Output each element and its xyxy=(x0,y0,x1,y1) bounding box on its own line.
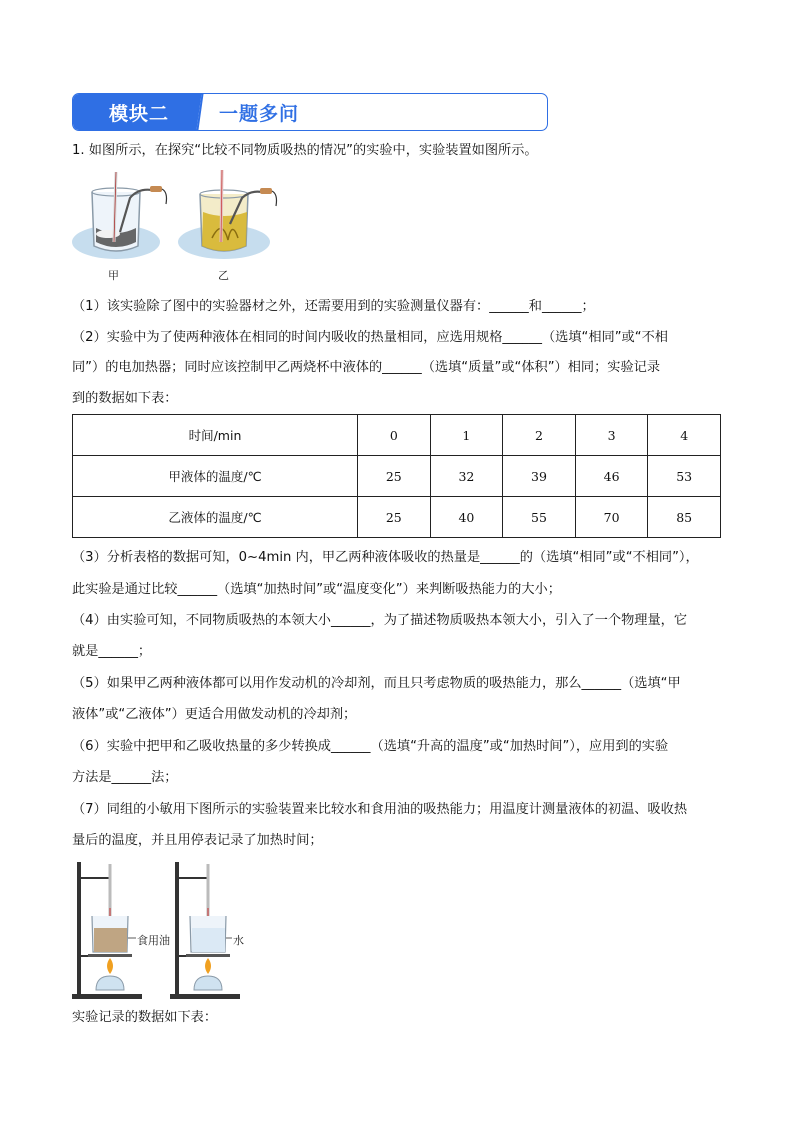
stand-base-right xyxy=(170,994,240,999)
beaker-heater-figure xyxy=(72,168,292,264)
table-cell: 53 xyxy=(648,456,721,497)
question-part-2-cont2: 到的数据如下表： xyxy=(72,391,178,406)
row-header: 时间/min xyxy=(73,415,358,456)
question-part-3: （3）分析表格的数据可知，0~4min 内，甲乙两种液体吸收的热量是______的（选填“相同”或“不相同”）， xyxy=(72,550,699,565)
table-cell: 25 xyxy=(358,497,431,538)
table-row xyxy=(73,497,721,538)
question-part-7-cont: 量后的温度，并且用停表记录了加热时间； xyxy=(72,833,323,848)
burner-left xyxy=(96,976,124,990)
stand-base-left xyxy=(72,994,142,999)
table-cell: 4 xyxy=(648,415,721,456)
stand-rod-left xyxy=(77,862,81,996)
row-header: 甲液体的温度/℃ xyxy=(73,456,358,497)
label-water: 水 xyxy=(233,934,244,947)
question-part-4: （4）由实验可知，不同物质吸热的本领大小______，为了描述物质吸热本领大小，引入了一个物理量，它 xyxy=(72,613,688,628)
figure-label-jia: 甲 xyxy=(108,269,119,282)
closing-line: 实验记录的数据如下表： xyxy=(72,1010,218,1025)
table-cell: 32 xyxy=(430,456,503,497)
question-part-2: （2）实验中为了使两种液体在相同的时间内吸收的热量相同，应选用规格______（选填“相同”或“不相 xyxy=(72,330,668,345)
table-cell: 25 xyxy=(358,456,431,497)
row-header: 乙液体的温度/℃ xyxy=(73,497,358,538)
question-part-7: （7）同组的小敏用下图所示的实验装置来比较水和食用油的吸热能力；用温度计测量液体的初温、吸收热 xyxy=(72,802,688,817)
module-label: 模块二 xyxy=(73,94,205,130)
table-cell: 39 xyxy=(503,456,576,497)
question-part-6-cont: 方法是______法； xyxy=(72,770,178,785)
flame-right xyxy=(205,958,211,974)
table-cell: 1 xyxy=(430,415,503,456)
question-part-5-cont: 液体”或“乙液体”）更适合用做发动机的冷却剂； xyxy=(72,707,357,722)
question-part-4-cont: 就是______； xyxy=(72,644,152,659)
table-cell: 0 xyxy=(358,415,431,456)
table-row xyxy=(73,415,721,456)
question-part-6: （6）实验中把甲和乙吸收热量的多少转换成______（选填“升高的温度”或“加热时间”），应用到的实验 xyxy=(72,739,669,754)
table-cell: 46 xyxy=(575,456,648,497)
figure-label-yi: 乙 xyxy=(218,269,229,282)
label-cooking-oil: 食用油 xyxy=(137,934,170,947)
table-cell: 85 xyxy=(648,497,721,538)
table-row xyxy=(73,456,721,497)
stand-burner-figure xyxy=(70,858,250,1000)
section-banner xyxy=(72,93,548,131)
question-intro: 1. 如图所示，在探究“比较不同物质吸热的情况”的实验中，实验装置如图所示。 xyxy=(72,143,538,158)
oil-liquid xyxy=(94,928,127,952)
temperature-table xyxy=(72,414,721,538)
table-cell: 55 xyxy=(503,497,576,538)
burner-right xyxy=(194,976,222,990)
table-cell: 70 xyxy=(575,497,648,538)
flame-left xyxy=(107,958,113,974)
plug-right xyxy=(260,188,272,194)
plug-left xyxy=(150,186,162,192)
question-part-3-cont: 此实验是通过比较______（选填“加热时间”或“温度变化”）来判断吸热能力的大小； xyxy=(72,582,561,597)
section-title: 一题多问 xyxy=(219,102,300,125)
water-liquid xyxy=(192,928,225,952)
table-cell: 2 xyxy=(503,415,576,456)
question-part-5: （5）如果甲乙两种液体都可以用作发动机的冷却剂，而且只考虑物质的吸热能力，那么______（选填“甲 xyxy=(72,676,681,691)
question-part-2-cont: 同”）的电加热器；同时应该控制甲乙两烧杯中液体的______（选填“质量”或“体积”）相同；实验记录 xyxy=(72,360,661,375)
stand-rod-right xyxy=(175,862,179,996)
table-cell: 40 xyxy=(430,497,503,538)
question-part-1: （1）该实验除了图中的实验器材之外，还需要用到的实验测量仪器有：______和______； xyxy=(72,299,595,314)
table-cell: 3 xyxy=(575,415,648,456)
